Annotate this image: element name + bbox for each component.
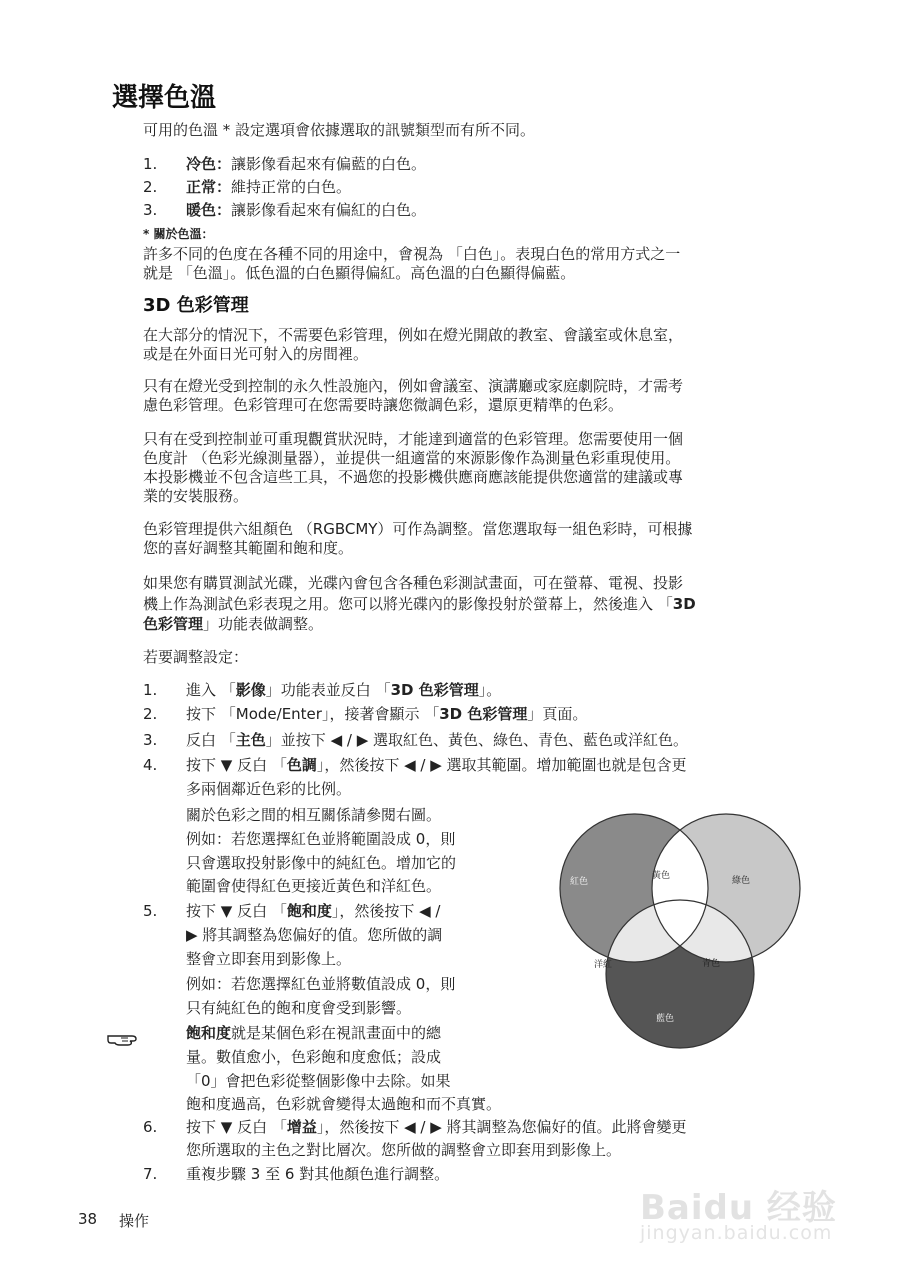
tip-text: 「0」會把色彩從整個影像中去除。如果 (186, 1072, 451, 1090)
paragraph-line: 色度計 （色彩光線測量器），並提供一組適當的來源影像作為測量色彩重現使用。 (143, 449, 681, 467)
paragraph-line: 業的安裝服務。 (143, 487, 249, 505)
text: 按下 ▼ 反白 「 (186, 1118, 287, 1136)
bold-text: 色彩管理 (143, 615, 204, 633)
step-text (186, 681, 501, 700)
text: 」功能表做調整。 (203, 615, 324, 633)
item-label: 冷色： (186, 155, 232, 173)
page-title: 選擇色溫 (112, 83, 217, 113)
yellow-label: 黃色 (652, 871, 671, 881)
step-text: 例如：若您選擇紅色並將數值設成 0，則 (186, 975, 456, 993)
step-text: 關於色彩之間的相互關係請參閱右圖。 (186, 806, 442, 824)
text: 按下 「Mode/Enter」，接著會顯示 「 (186, 705, 440, 723)
step-number: 6. (143, 1118, 158, 1136)
paragraph-line: 您的喜好調整其範圍和飽和度。 (143, 539, 354, 557)
step-number: 4. (143, 756, 158, 774)
step-text: 只有純紅色的飽和度會受到影響。 (186, 999, 412, 1017)
paragraph-line (143, 615, 323, 634)
cyan-label: 青色 (702, 959, 721, 969)
paragraph-line: 本投影機並不包含這些工具，不過您的投影機供應商應該能提供您適當的建議或專 (143, 468, 684, 486)
text: 反白 「 (186, 731, 236, 749)
paragraph-line: 在大部分的情況下，不需要色彩管理，例如在燈光開啟的教室、會議室或休息室， (143, 326, 684, 344)
text: 按下 ▼ 反白 「 (186, 756, 287, 774)
step-text (186, 902, 441, 921)
step-number: 7. (143, 1165, 158, 1183)
list-number: 3. (143, 201, 158, 219)
red-label: 紅色 (570, 877, 589, 887)
step-text (186, 705, 587, 724)
tip-text: 量。數值愈小，色彩飽和度愈低；設成 (186, 1048, 442, 1066)
section-name: 操作 (119, 1212, 150, 1230)
paragraph-line: 只有在燈光受到控制的永久性設施內，例如會議室、演講廳或家庭劇院時，才需考 (143, 377, 684, 395)
step-text: 整會立即套用到影像上。 (186, 950, 352, 968)
watermark-url: jingyan.baidu.com (640, 1222, 833, 1244)
list-item (186, 155, 426, 174)
text: 」功能表並反白 「 (265, 681, 391, 699)
item-desc: 維持正常的白色。 (231, 178, 352, 196)
step-text: 範圍會使得紅色更接近黃色和洋紅色。 (186, 877, 442, 895)
step-text (186, 1118, 687, 1137)
text: 」，然後按下 ◀ / (331, 902, 441, 920)
text: 」頁面。 (527, 705, 588, 723)
item-label: 暖色： (186, 201, 232, 219)
blue-label: 藍色 (656, 1014, 675, 1024)
page-number: 38 (78, 1210, 98, 1228)
watermark-logo: Baidu 经验 (640, 1188, 837, 1228)
step-text: 您所選取的主色之對比層次。您所做的調整會立即套用到影像上。 (186, 1141, 622, 1159)
green-label: 綠色 (732, 876, 751, 886)
bold-text: 色調 (286, 756, 317, 774)
step-number: 3. (143, 731, 158, 749)
pointing-hand-icon (106, 1028, 144, 1050)
note-text: 許多不同的色度在各種不同的用途中，會視為 「白色」。表現白色的常用方式之一 (143, 245, 681, 263)
list-item (186, 178, 351, 197)
bold-text: 主色 (235, 731, 266, 749)
paragraph-line (143, 595, 696, 614)
text: 就是某個色彩在視訊畫面中的總 (231, 1024, 442, 1042)
step-text: 重複步驟 3 至 6 對其他顏色進行調整。 (186, 1165, 450, 1183)
step-text (186, 731, 688, 750)
intro-text: 可用的色溫 * 設定選項會依據選取的訊號類型而有所不同。 (143, 121, 536, 139)
paragraph-line: 色彩管理提供六組顏色 （RGBCMY）可作為調整。當您選取每一組色彩時，可根據 (143, 520, 693, 538)
step-number: 1. (143, 681, 158, 699)
section-heading: 3D 色彩管理 (143, 295, 249, 316)
text: 進入 「 (186, 681, 236, 699)
text: 」，然後按下 ◀ / ▶ 選取其範圍。增加範圍也就是包含更 (316, 756, 687, 774)
note-text: 就是 「色溫」。低色溫的白色顯得偏紅。高色溫的白色顯得偏藍。 (143, 264, 576, 282)
bold-text: 飽和度 (186, 1024, 232, 1042)
step-number: 2. (143, 705, 158, 723)
paragraph-line: 慮色彩管理。色彩管理可在您需要時讓您微調色彩，還原更精準的色彩。 (143, 396, 624, 414)
list-item (186, 201, 426, 220)
bold-text: 影像 (235, 681, 266, 699)
step-text: 例如：若您選擇紅色並將範圍設成 0，則 (186, 830, 456, 848)
step-text: ▶ 將其調整為您偏好的值。您所做的調 (186, 926, 443, 944)
list-number: 2. (143, 178, 158, 196)
item-desc: 讓影像看起來有偏藍的白色。 (231, 155, 427, 173)
bold-text: 3D (672, 595, 696, 613)
tip-text: 飽和度過高，色彩就會變得太過飽和而不真實。 (186, 1095, 502, 1113)
note-label: * 關於色溫： (143, 227, 214, 241)
paragraph-line: 如果您有購買測試光碟，光碟內會包含各種色彩測試畫面，可在螢幕、電視、投影 (143, 574, 684, 592)
bold-text: 飽和度 (286, 902, 332, 920)
bold-text: 3D 色彩管理 (390, 681, 479, 699)
item-desc: 讓影像看起來有偏紅的白色。 (231, 201, 427, 219)
step-text: 多兩個鄰近色彩的比例。 (186, 780, 352, 798)
paragraph-line: 或是在外面日光可射入的房間裡。 (143, 345, 369, 363)
text: 機上作為測試色彩表現之用。您可以將光碟內的影像投射於螢幕上，然後進入 「 (143, 595, 673, 613)
bold-text: 增益 (286, 1118, 317, 1136)
step-number: 5. (143, 902, 158, 920)
list-number: 1. (143, 155, 158, 173)
text: 」，然後按下 ◀ / ▶ 將其調整為您偏好的值。此將會變更 (316, 1118, 687, 1136)
text: 」並按下 ◀ / ▶ 選取紅色、黃色、綠色、青色、藍色或洋紅色。 (265, 731, 688, 749)
text: 按下 ▼ 反白 「 (186, 902, 287, 920)
text: 」。 (478, 681, 502, 699)
magenta-label: 洋紅 (594, 960, 613, 970)
bold-text: 3D 色彩管理 (439, 705, 528, 723)
item-label: 正常： (186, 178, 232, 196)
tip-text (186, 1024, 441, 1043)
step-text (186, 756, 687, 775)
paragraph-line: 只有在受到控制並可重現觀賞狀況時，才能達到適當的色彩管理。您需要使用一個 (143, 430, 684, 448)
color-venn-diagram (536, 808, 804, 1058)
step-text: 只會選取投射影像中的純紅色。增加它的 (186, 854, 457, 872)
setup-intro: 若要調整設定： (143, 648, 249, 666)
